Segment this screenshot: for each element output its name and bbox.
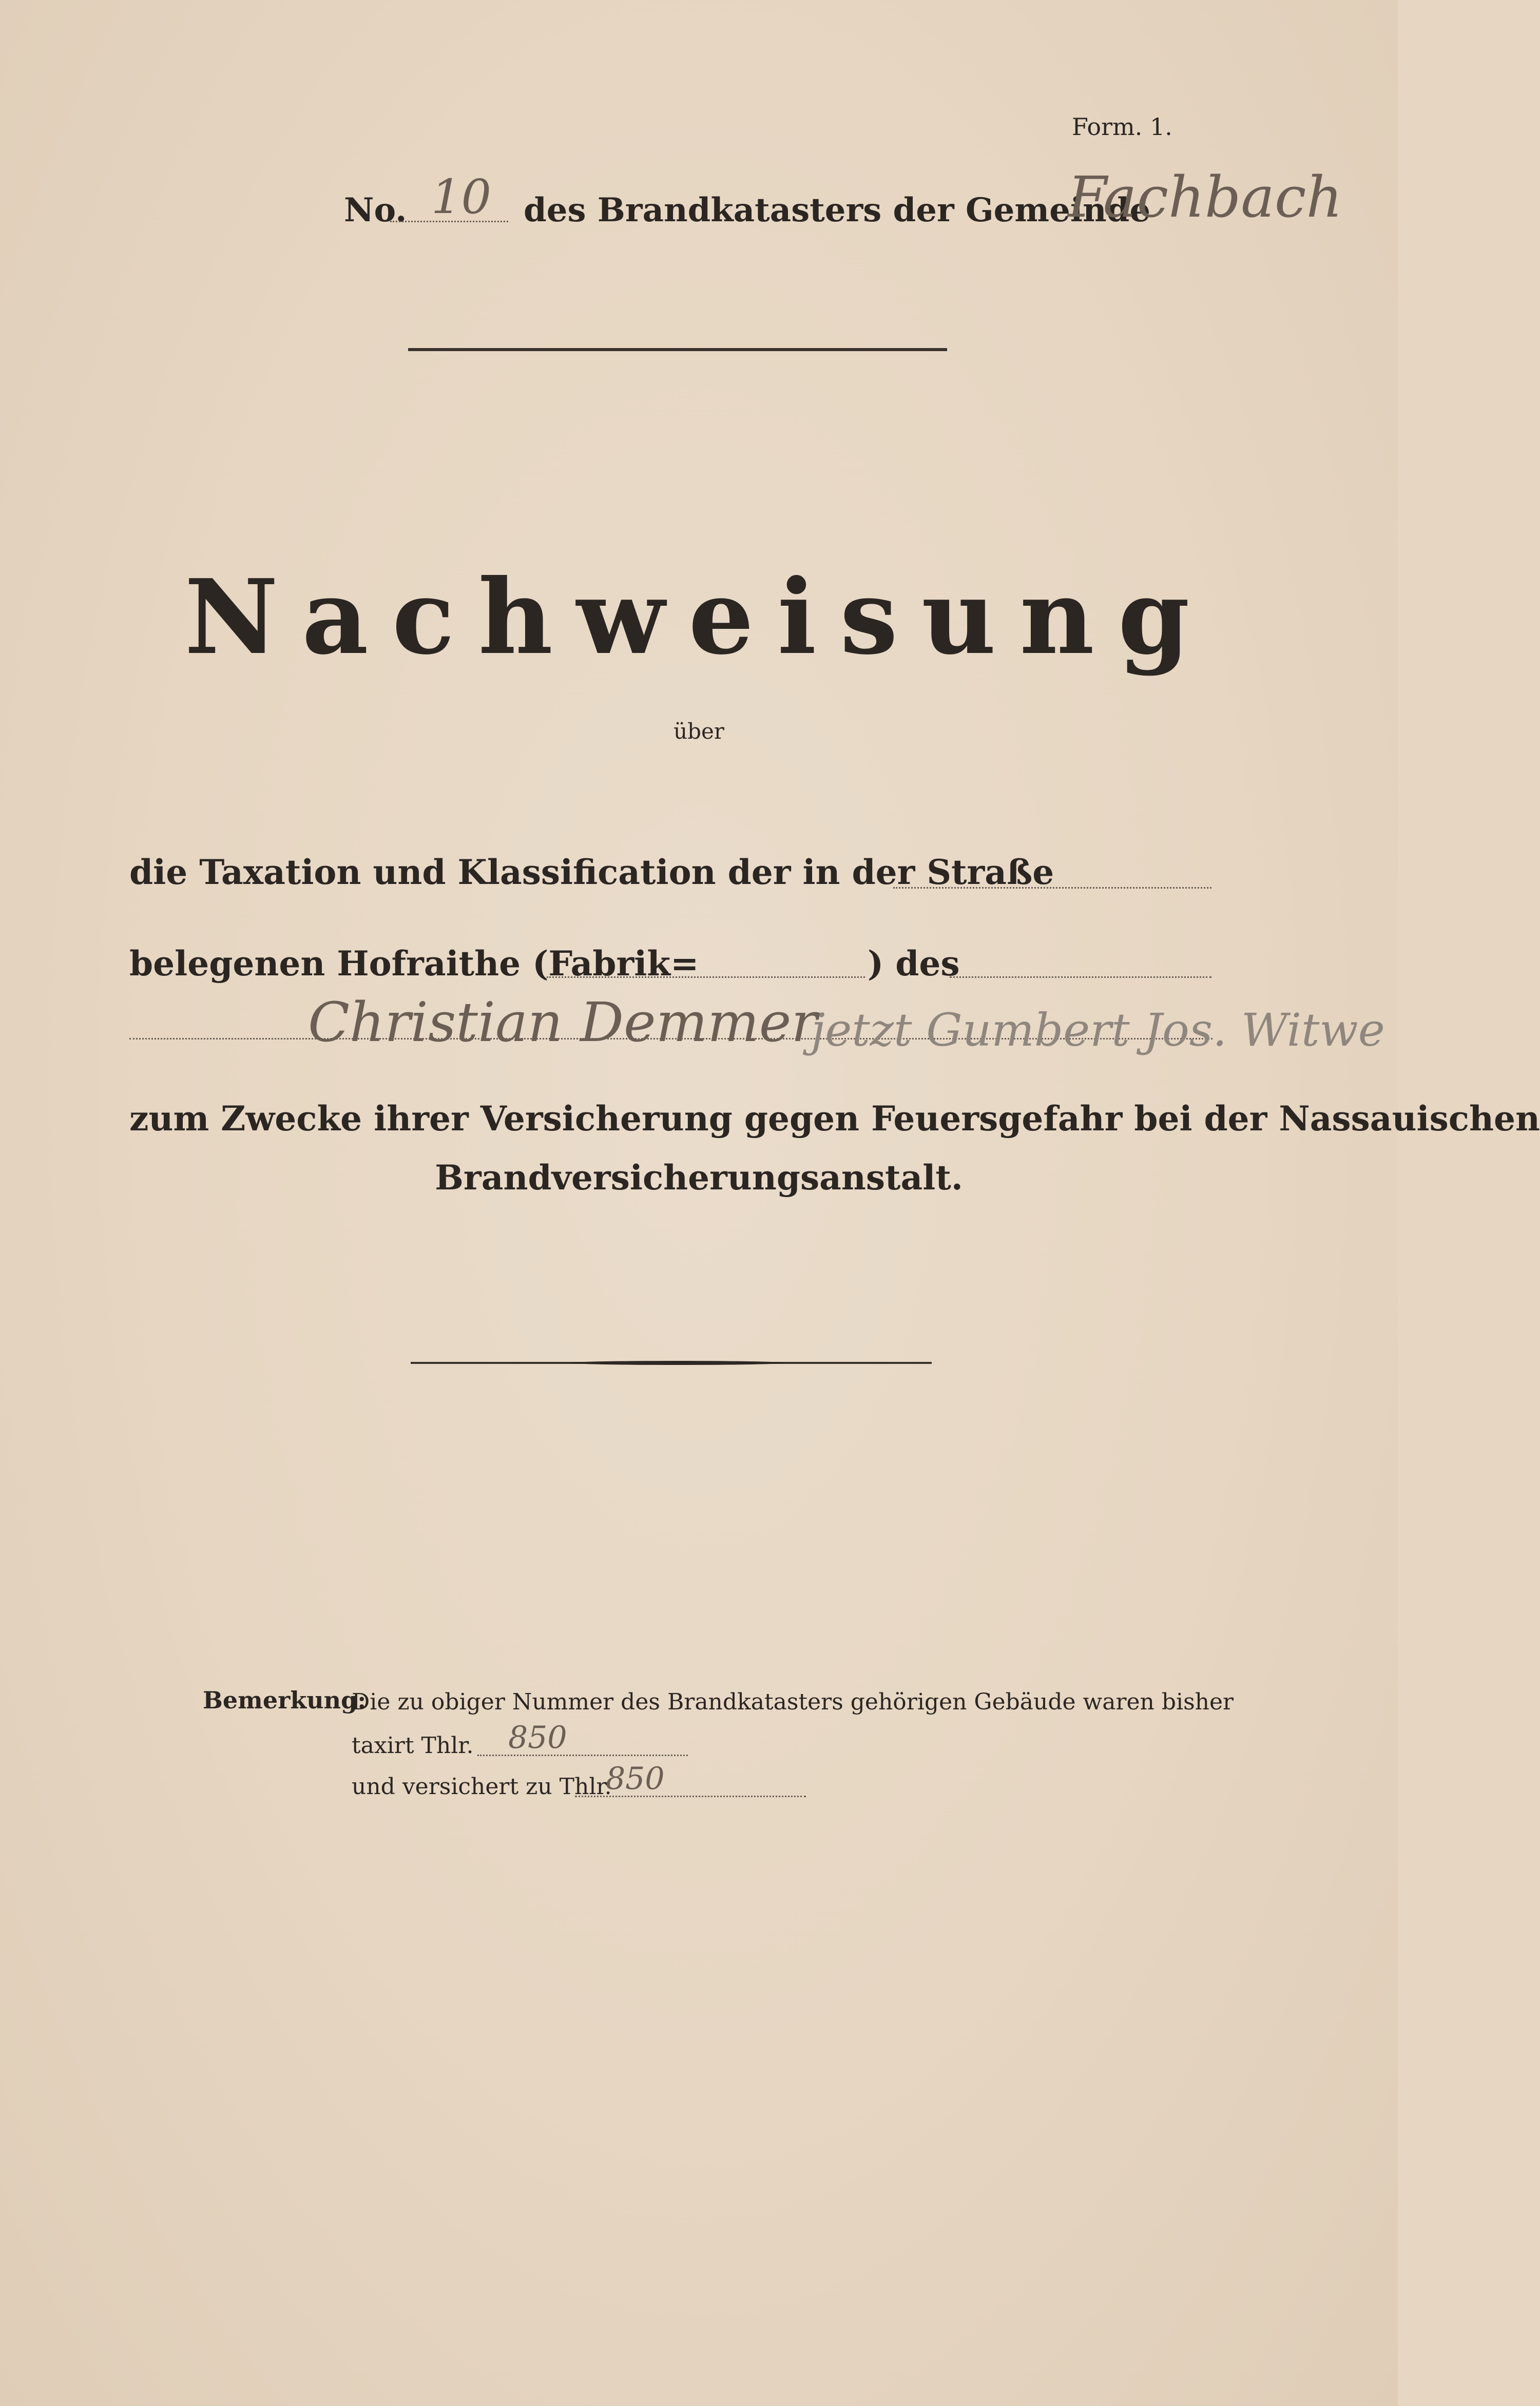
insured-amount-value: 850	[606, 1761, 665, 1797]
insured-label: und versichert zu Thlr.	[352, 1774, 612, 1800]
purpose-line-2: Brandversicherungsanstalt.	[435, 1158, 963, 1198]
municipality-value: Fachbach	[1068, 164, 1343, 230]
property-line: belegenen Hofraithe (Fabrik=	[129, 944, 699, 984]
remark-label: Bemerkung:	[203, 1686, 367, 1714]
taxed-label: taxirt Thlr.	[352, 1733, 474, 1759]
form-label: Form. 1.	[1072, 113, 1172, 141]
owner-name-value: Christian Demmer	[308, 991, 818, 1054]
number-underline	[390, 221, 508, 222]
title-sub: über	[673, 719, 724, 744]
cadastre-number-value: 10	[431, 169, 492, 224]
middle-divider-swell	[570, 1361, 785, 1365]
taxation-line: die Taxation und Klassification der in der Straße	[129, 852, 1054, 892]
number-label: No.	[344, 191, 407, 229]
property-line-close: ) des	[868, 944, 960, 984]
remark-text: Die zu obiger Nummer des Brandkatasters gehörigen Gebäude waren bisher	[352, 1689, 1234, 1715]
taxed-amount-value: 850	[508, 1720, 567, 1756]
factory-field-line	[547, 976, 865, 978]
document-title: Nachweisung	[184, 557, 1214, 678]
street-field-line	[893, 887, 1211, 889]
cadastre-label: des Brandkatasters der Gemeinde	[524, 191, 1151, 229]
pencil-annotation: jetzt Gumbert Jos. Witwe	[811, 1004, 1385, 1056]
purpose-line-1: zum Zwecke ihrer Versicherung gegen Feuersgefahr bei der Nassauischen	[129, 1099, 1540, 1139]
owner-field-line-short	[950, 976, 1211, 978]
top-divider	[408, 348, 947, 351]
